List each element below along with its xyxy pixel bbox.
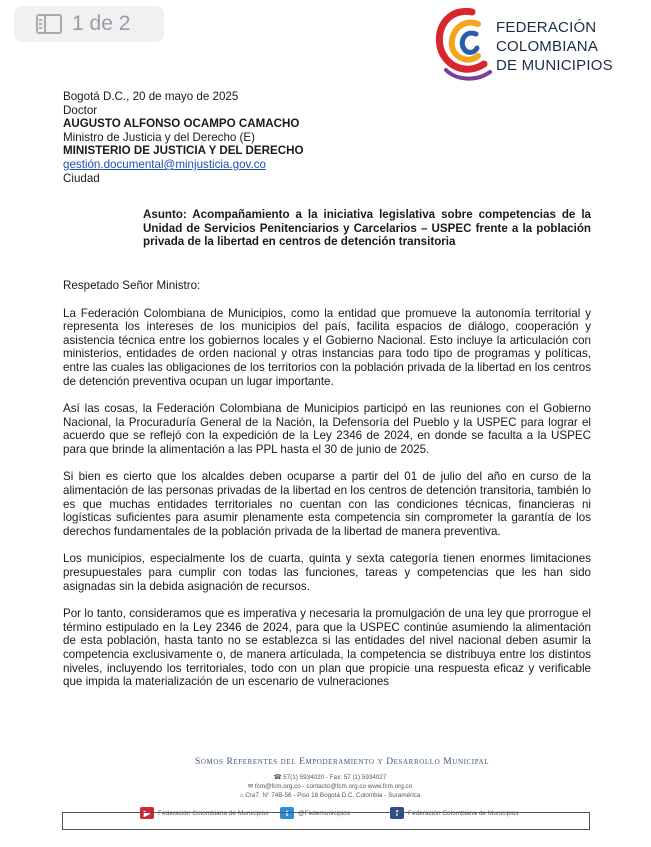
- recipient-position: Ministro de Justicia y del Derecho (E): [63, 130, 256, 144]
- fcm-logo: [432, 2, 642, 84]
- logo-swirl-icon: [432, 2, 498, 84]
- paragraph-3: Si bien es cierto que los alcaldes deben ocuparse a partir del 01 de julio del año en curso de la alimentación de las personas privadas de la libertad en los centros de detención transitoria, también lo es que muchas entidades territoriales no cuentan con las condiciones técnicas, financieras ni logísticas suficientes para asumir plenamente esta competencia sin comprometer la garantía de los derechos fundamentales de la población privada de la libertad de manera preventiva.: [63, 470, 591, 538]
- paragraph-2: Así las cosas, la Federación Colombiana de Municipios participó en las reuniones con el Gobierno Nacional, la Procuraduría General de la Nación, la Defensoría del Pueblo y la USPEC para lograr el acuerdo que se reflejó con la expedición de la Ley 2346 de 2024, en donde se faculta a la USPEC para que brinde la alimentación a las PPL hasta el 30 de junio de 2025.: [63, 402, 591, 456]
- page-indicator-text: 1 de 2: [72, 12, 131, 35]
- recipient-institution: MINISTERIO DE JUSTICIA Y DEL DERECHO: [63, 144, 304, 158]
- page-icon: [36, 14, 62, 34]
- subject: Asunto: Acompañamiento a la iniciativa legislativa sobre competencias de la Unidad de Servicios Penitenciarios y Carcelarios – USPEC frente a la población privada de la libertad en centros de detención transitoria: [143, 208, 591, 249]
- recipient-title: Doctor: [63, 103, 98, 117]
- youtube-icon: ▶: [140, 807, 154, 819]
- logo-line-2: COLOMBIANA: [496, 38, 599, 55]
- twitter-link[interactable]: t @Fedemunicipios: [280, 807, 350, 819]
- footer-phone: ☎ 57(1) 5934020 - Fax: 57 (1) 5934027: [273, 774, 387, 781]
- salutation: Respetado Señor Ministro:: [63, 278, 201, 292]
- recipient-email-link[interactable]: gestión.documental@minjusticia.gov.co: [63, 157, 266, 171]
- logo-line-1: FEDERACIÓN: [496, 19, 597, 36]
- facebook-icon: f: [390, 807, 404, 819]
- page-indicator: [14, 6, 164, 42]
- facebook-link[interactable]: f Federación Colombiana de Municipios: [390, 807, 519, 819]
- footer-address: ⌂ Cra7. N° 74B-56 - Piso 18 Bogotá D.C. Colombia - Suramérica: [239, 792, 421, 799]
- recipient-city: Ciudad: [63, 171, 100, 185]
- twitter-icon: t: [280, 807, 294, 819]
- email-icon: ✉: [247, 783, 255, 790]
- location-icon: ⌂: [239, 792, 246, 799]
- logo-text: [496, 18, 613, 75]
- paragraph-4: Los municipios, especialmente los de cuarta, quinta y sexta categoría tienen enormes limitaciones presupuestales para cumplir con todas las funciones, tareas y competencias que les han sido asignadas sin la debida asignación de recursos.: [63, 552, 591, 593]
- recipient-name: AUGUSTO ALFONSO OCAMPO CAMACHO: [63, 117, 300, 131]
- paragraph-1: La Federación Colombiana de Municipios, como la entidad que promueve la autonomía territorial y representa los intereses de los municipios del país, facilita espacios de diálogo, cooperación y asistencia técnica entre los gobiernos locales y el Gobierno Nacional. Esto incluye la articulación con ministerios, entidades de orden nacional y otras instancias para todo tipo de programas y políticas, entre las cuales las obligaciones de los territorios con la población privada de la libertad en los centros de detención preventiva ocupan un lugar importante.: [63, 306, 591, 388]
- footer-slogan: Somos Referentes del Empoderamiento y Desarrollo Municipal: [195, 757, 490, 767]
- youtube-link[interactable]: ▶ Federación Colombiana de Municipios: [140, 807, 269, 819]
- phone-icon: ☎: [273, 774, 284, 781]
- logo-line-3: DE MUNICIPIOS: [496, 57, 613, 74]
- footer-web: ✉ fcm@fcm.org.co - contacto@fcm.org.co www.fcm.org.co: [247, 783, 413, 790]
- paragraph-5: Por lo tanto, consideramos que es imperativa y necesaria la promulgación de una ley que prorrogue el término estipulado en la Ley 2346 de 2024, para que la USPEC continúe asumiendo la alimentación de esta población, hasta tanto no se establezca si las entidades del nivel nacional deben asumir la competencia exclusivamente o, de manera articulada, la competencia se distribuya entre los distintos niveles, incluyendo los territoriales, todo con un plan que propicie una respuesta eficaz y verificable que impida la materialización de un escenario de vulneraciones: [63, 607, 591, 689]
- letter-body: [63, 90, 591, 689]
- recipient-block: [63, 90, 591, 185]
- place-date: Bogotá D.C., 20 de mayo de 2025: [63, 90, 239, 103]
- footer-frame: [62, 812, 590, 830]
